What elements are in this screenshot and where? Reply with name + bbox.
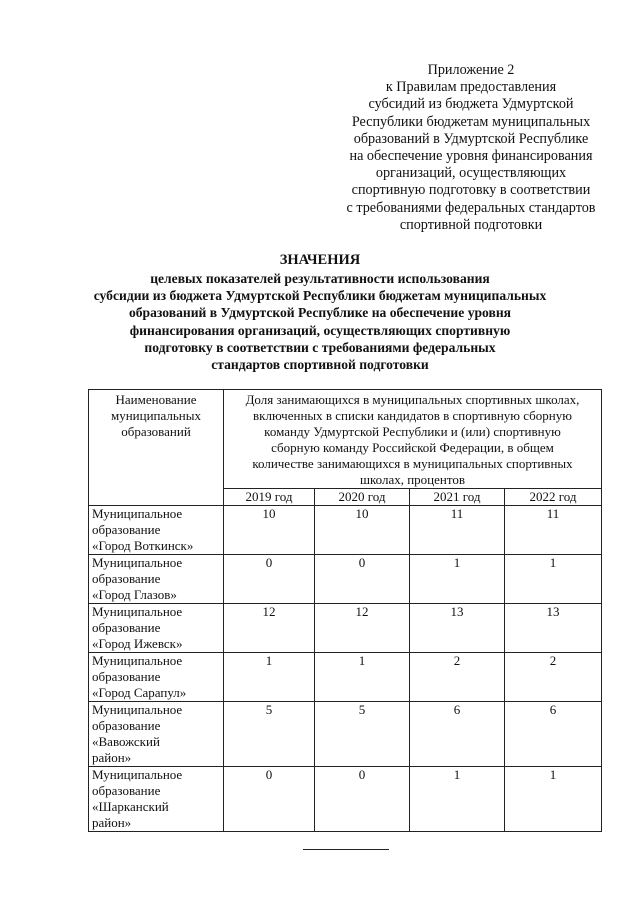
value-2019: 1 bbox=[224, 653, 315, 702]
document-title bbox=[0, 252, 640, 373]
title-line: подготовку в соответствии с требованиями федеральных bbox=[144, 339, 496, 355]
value-2020: 0 bbox=[315, 767, 410, 832]
value-2022: 1 bbox=[505, 767, 602, 832]
table-row bbox=[89, 702, 602, 767]
title-subtitle bbox=[0, 270, 640, 373]
appendix-block bbox=[326, 62, 616, 234]
table-row bbox=[89, 506, 602, 555]
title-line: целевых показателей результативности использования bbox=[150, 271, 490, 286]
table-row bbox=[89, 653, 602, 702]
appendix-line: на обеспечение уровня финансирования bbox=[349, 148, 593, 165]
year-2020: 2020 год bbox=[315, 489, 410, 506]
table-row bbox=[89, 767, 602, 832]
title-line: финансирования организаций, осуществляющих спортивную bbox=[129, 322, 511, 338]
value-2022: 1 bbox=[505, 555, 602, 604]
value-2019: 0 bbox=[224, 555, 315, 604]
appendix-line: Республики бюджетам муниципальных bbox=[351, 113, 591, 130]
municipality-name: Муниципальное образование «Город Сарапул» bbox=[89, 653, 224, 702]
value-2021: 11 bbox=[410, 506, 505, 555]
value-2022: 6 bbox=[505, 702, 602, 767]
municipality-name: Муниципальное образование «Город Глазов» bbox=[89, 555, 224, 604]
value-2019: 10 bbox=[224, 506, 315, 555]
indicators-table bbox=[88, 389, 602, 832]
value-2021: 1 bbox=[410, 767, 505, 832]
appendix-line: к Правилам предоставления bbox=[385, 79, 557, 96]
appendix-line: организаций, осуществляющих bbox=[375, 165, 567, 182]
appendix-line: субсидий из бюджета Удмуртской bbox=[368, 96, 574, 113]
value-2021: 1 bbox=[410, 555, 505, 604]
value-2021: 6 bbox=[410, 702, 505, 767]
municipality-name: Муниципальное образование «Вавожский район» bbox=[89, 702, 224, 767]
value-2022: 11 bbox=[505, 506, 602, 555]
value-2020: 12 bbox=[315, 604, 410, 653]
appendix-line: спортивную подготовку в соответствии bbox=[351, 182, 591, 199]
municipality-name: Муниципальное образование «Город Ижевск» bbox=[89, 604, 224, 653]
title-line: образований в Удмуртской Республике на обеспечение уровня bbox=[128, 305, 512, 321]
appendix-line: с требованиями федеральных стандартов bbox=[346, 199, 596, 216]
municipality-name: Муниципальное образование «Город Воткинск» bbox=[89, 506, 224, 555]
value-2019: 0 bbox=[224, 767, 315, 832]
year-2019: 2019 год bbox=[224, 489, 315, 506]
title-line: стандартов спортивной подготовки bbox=[211, 357, 429, 373]
value-2021: 2 bbox=[410, 653, 505, 702]
value-2020: 10 bbox=[315, 506, 410, 555]
title-line: субсидии из бюджета Удмуртской Республики бюджетам муниципальных bbox=[93, 288, 547, 304]
value-2022: 13 bbox=[505, 604, 602, 653]
value-2020: 0 bbox=[315, 555, 410, 604]
value-2020: 1 bbox=[315, 653, 410, 702]
table-row bbox=[89, 604, 602, 653]
appendix-line: образований в Удмуртской Республике bbox=[353, 130, 589, 147]
title-heading: ЗНАЧЕНИЯ bbox=[279, 252, 361, 268]
value-2021: 13 bbox=[410, 604, 505, 653]
value-2022: 2 bbox=[505, 653, 602, 702]
year-2022: 2022 год bbox=[505, 489, 602, 506]
bottom-divider bbox=[303, 849, 389, 850]
table-row bbox=[89, 555, 602, 604]
header-share-cell: Доля занимающихся в муниципальных спортивных школах, включенных в списки кандидатов в спортивную сборную команду Удмуртской Республики и (или) спортивную сборную команду Российской Федерации, в общем количестве занимающихся в муниципальных спортивных школах, процентов bbox=[224, 390, 602, 489]
value-2019: 5 bbox=[224, 702, 315, 767]
table-header-row bbox=[89, 390, 602, 489]
value-2020: 5 bbox=[315, 702, 410, 767]
appendix-line: Приложение 2 bbox=[427, 62, 515, 78]
appendix-line: спортивной подготовки bbox=[399, 216, 543, 233]
header-name-cell: Наименование муниципальных образований bbox=[89, 390, 224, 506]
year-2021: 2021 год bbox=[410, 489, 505, 506]
value-2019: 12 bbox=[224, 604, 315, 653]
municipality-name: Муниципальное образование «Шарканский район» bbox=[89, 767, 224, 832]
